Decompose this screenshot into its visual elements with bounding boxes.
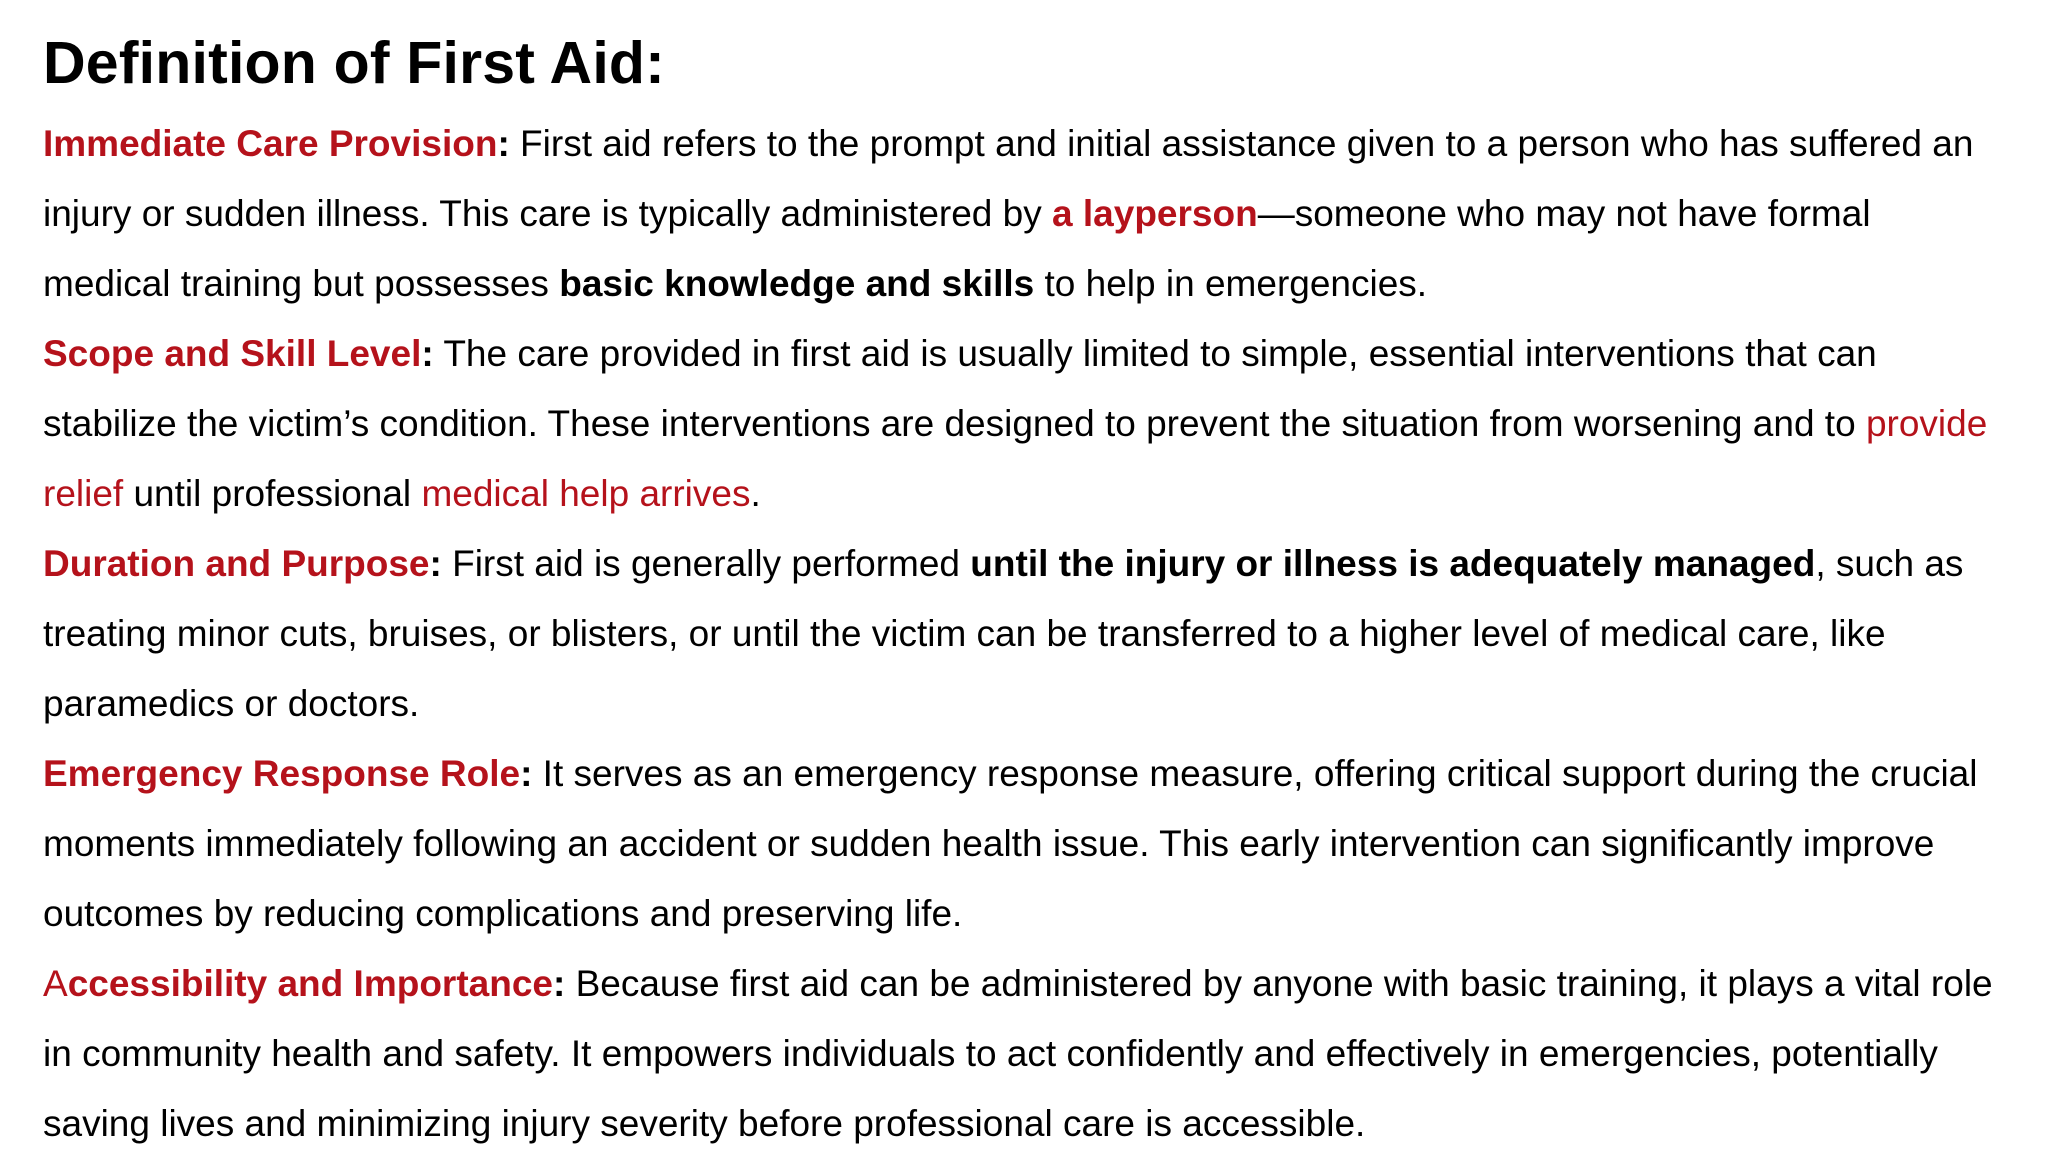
heading-colon: : xyxy=(552,963,566,1004)
highlight-layperson: a layperson xyxy=(1052,193,1258,234)
section-heading: Emergency Response Role xyxy=(43,753,521,794)
section-accessibility xyxy=(43,949,2008,1159)
heading-colon: : xyxy=(497,123,510,164)
section-text: The care provided in first aid is usually limited to simple, essential interventions that can stabilize the victim’s condition. These interventions are designed to prevent the situation from worsening and to xyxy=(43,333,1877,444)
section-text: Because first aid can be administered by anyone with basic training, it plays a vital role in community health and safety. It empowers individuals to act confidently and effectively in emergencies, potentially saving lives and minimizing injury severity before professional care is accessible. xyxy=(43,963,1993,1144)
section-heading: Duration and Purpose xyxy=(43,543,430,584)
highlight-provide-relief: provide relief xyxy=(43,403,1988,514)
section-heading-initial: A xyxy=(43,963,68,1004)
page-title: Definition of First Aid: xyxy=(43,30,666,96)
definition-list xyxy=(43,109,2008,1159)
section-scope-skill xyxy=(43,319,2008,529)
section-duration-purpose xyxy=(43,529,2008,739)
heading-colon: : xyxy=(421,333,434,374)
highlight-medical-help: medical help arrives xyxy=(421,473,751,514)
heading-colon: : xyxy=(520,753,533,794)
emphasis-basic-knowledge: basic knowledge and skills xyxy=(559,263,1035,304)
section-text: until professional xyxy=(123,473,422,514)
section-text: to help in emergencies. xyxy=(1034,263,1428,304)
section-text: . xyxy=(750,473,761,514)
section-text: , such as treating minor cuts, bruises, or blisters, or until the victim can be transferred to a higher level of medical care, like paramedics or doctors. xyxy=(43,543,1964,724)
section-heading: Immediate Care Provision xyxy=(43,123,498,164)
section-emergency-role xyxy=(43,739,2008,949)
section-text: —someone who may not have formal medical training but possesses xyxy=(43,193,1871,304)
section-heading: ccessibility and Importance xyxy=(67,963,553,1004)
section-heading: Scope and Skill Level xyxy=(43,333,422,374)
section-text: First aid refers to the prompt and initial assistance given to a person who has suffered an injury or sudden illness. This care is typically administered by xyxy=(43,123,1974,234)
section-text: First aid is generally performed xyxy=(441,543,971,584)
emphasis-until-managed: until the injury or illness is adequately managed xyxy=(970,543,1816,584)
heading-colon: : xyxy=(429,543,442,584)
section-text: It serves as an emergency response measure, offering critical support during the crucial moments immediately following an accident or sudden health issue. This early intervention can significantly improve outcomes by reducing complications and preserving life. xyxy=(43,753,1978,934)
section-immediate-care xyxy=(43,109,2008,319)
